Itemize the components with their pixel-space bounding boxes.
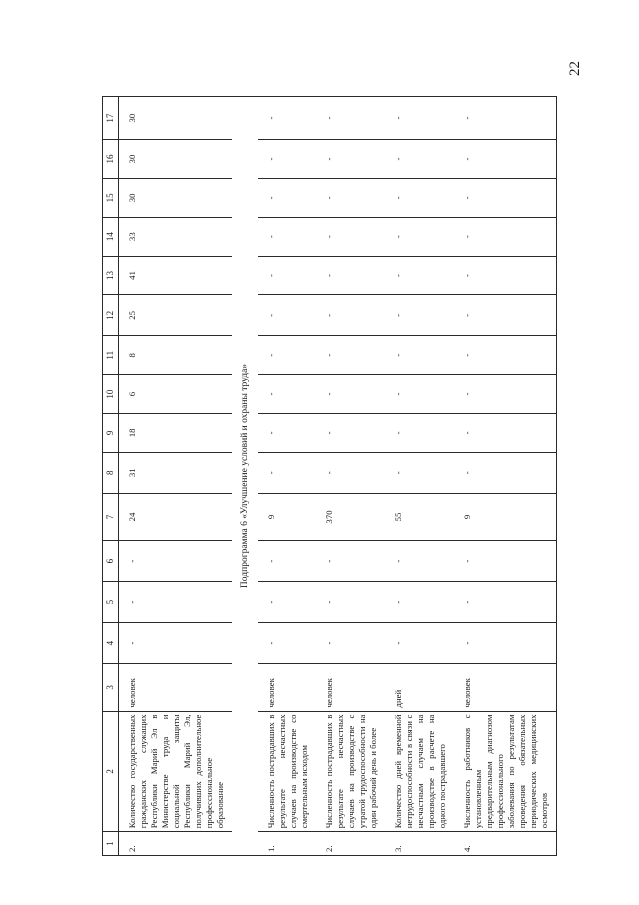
column-header: 7 [103, 493, 119, 540]
value-cell: - [316, 375, 385, 414]
value-cell: - [119, 582, 232, 623]
value-cell: - [316, 541, 385, 582]
value-cell: - [385, 413, 454, 452]
indicator-name: Количество дней временной нетрудоспособности в связи с несчастным случаем на производстве в расчете на одного пострадавшего [385, 711, 454, 832]
value-cell: - [454, 140, 556, 179]
value-cell: - [454, 452, 556, 493]
column-header: 15 [103, 178, 119, 217]
column-header: 6 [103, 541, 119, 582]
value-cell: 30 [119, 97, 232, 140]
value-cell: - [316, 413, 385, 452]
column-header: 16 [103, 140, 119, 179]
indicators-table [102, 96, 557, 856]
unit-cell: человек [258, 664, 316, 711]
value-cell: - [119, 541, 232, 582]
subheading-row [232, 97, 258, 856]
column-header: 5 [103, 582, 119, 623]
value-cell: - [385, 178, 454, 217]
value-cell: - [258, 140, 316, 179]
column-header: 1 [103, 832, 119, 856]
value-cell: - [385, 217, 454, 256]
value-cell: 24 [119, 493, 232, 540]
value-cell: - [385, 452, 454, 493]
column-header: 3 [103, 664, 119, 711]
column-header: 10 [103, 375, 119, 414]
value-cell: - [385, 623, 454, 664]
value-cell: 18 [119, 413, 232, 452]
value-cell: - [258, 541, 316, 582]
value-cell: - [454, 336, 556, 375]
column-header: 11 [103, 336, 119, 375]
value-cell: - [316, 623, 385, 664]
value-cell: - [385, 336, 454, 375]
value-cell: 30 [119, 178, 232, 217]
unit-cell: человек [454, 664, 556, 711]
value-cell: 25 [119, 295, 232, 336]
value-cell: - [385, 140, 454, 179]
value-cell: - [454, 295, 556, 336]
value-cell: 370 [316, 493, 385, 540]
value-cell: - [454, 375, 556, 414]
column-header: 17 [103, 97, 119, 140]
row-number: 2. [119, 832, 232, 856]
value-cell: - [258, 97, 316, 140]
value-cell: - [258, 582, 316, 623]
value-cell: - [454, 217, 556, 256]
value-cell: - [454, 256, 556, 295]
value-cell: 6 [119, 375, 232, 414]
value-cell: - [258, 295, 316, 336]
table-row [385, 97, 454, 856]
table-row [454, 97, 556, 856]
value-cell: - [385, 97, 454, 140]
value-cell: 33 [119, 217, 232, 256]
value-cell: - [385, 375, 454, 414]
value-cell: - [258, 336, 316, 375]
row-number: 3. [385, 832, 454, 856]
subprogram-heading: Подпрограмма 6 «Улучшение условий и охраны труда» [232, 97, 258, 856]
value-cell: - [316, 295, 385, 336]
value-cell: - [258, 178, 316, 217]
header-row [103, 97, 119, 856]
value-cell: - [454, 623, 556, 664]
value-cell: - [258, 413, 316, 452]
value-cell: 9 [454, 493, 556, 540]
row-number: 4. [454, 832, 556, 856]
value-cell: 8 [119, 336, 232, 375]
table-body [119, 97, 556, 856]
value-cell: - [454, 582, 556, 623]
column-header: 4 [103, 623, 119, 664]
row-number: 2. [316, 832, 385, 856]
value-cell: - [258, 217, 316, 256]
rotated-page [102, 96, 602, 856]
value-cell: - [316, 178, 385, 217]
value-cell: - [316, 256, 385, 295]
value-cell: - [316, 336, 385, 375]
table-row [316, 97, 385, 856]
column-header: 13 [103, 256, 119, 295]
unit-cell: человек [316, 664, 385, 711]
value-cell: 31 [119, 452, 232, 493]
column-header: 2 [103, 711, 119, 832]
value-cell: - [316, 140, 385, 179]
value-cell: 41 [119, 256, 232, 295]
table-row [258, 97, 316, 856]
value-cell: - [258, 375, 316, 414]
value-cell: - [316, 452, 385, 493]
value-cell: - [258, 452, 316, 493]
value-cell: - [385, 256, 454, 295]
value-cell: - [454, 178, 556, 217]
value-cell: 30 [119, 140, 232, 179]
column-header: 9 [103, 413, 119, 452]
value-cell: - [385, 582, 454, 623]
value-cell: - [316, 582, 385, 623]
value-cell: - [119, 623, 232, 664]
unit-cell: дней [385, 664, 454, 711]
row-number: 1. [258, 832, 316, 856]
value-cell: - [258, 623, 316, 664]
indicator-name: Количество государственных гражданских служащих Республики Марий Эл в Министерстве труда и социальной защиты Республики Марий Эл, получивших дополнительное профессиональное образование [119, 711, 232, 832]
value-cell: 55 [385, 493, 454, 540]
column-header: 8 [103, 452, 119, 493]
indicator-name: Численность работников с установленным предварительным диагнозом профессионального заболевания по результатам проведения обязательных периодических медицинских осмотров [454, 711, 556, 832]
column-header: 14 [103, 217, 119, 256]
value-cell: - [454, 413, 556, 452]
page-number: 22 [567, 61, 583, 76]
indicator-name: Численность пострадавших в результате несчастных случаев на производстве со смертельным исходом [258, 711, 316, 832]
indicator-name: Численность пострадавших в результате несчастных случаев на производстве с утратой трудоспособности на один рабочий день и более [316, 711, 385, 832]
value-cell: - [258, 256, 316, 295]
value-cell: - [454, 541, 556, 582]
unit-cell: человек [119, 664, 232, 711]
value-cell: - [385, 541, 454, 582]
table-row [119, 97, 232, 856]
value-cell: 9 [258, 493, 316, 540]
value-cell: - [316, 97, 385, 140]
value-cell: - [385, 295, 454, 336]
value-cell: - [316, 217, 385, 256]
column-header: 12 [103, 295, 119, 336]
value-cell: - [454, 97, 556, 140]
